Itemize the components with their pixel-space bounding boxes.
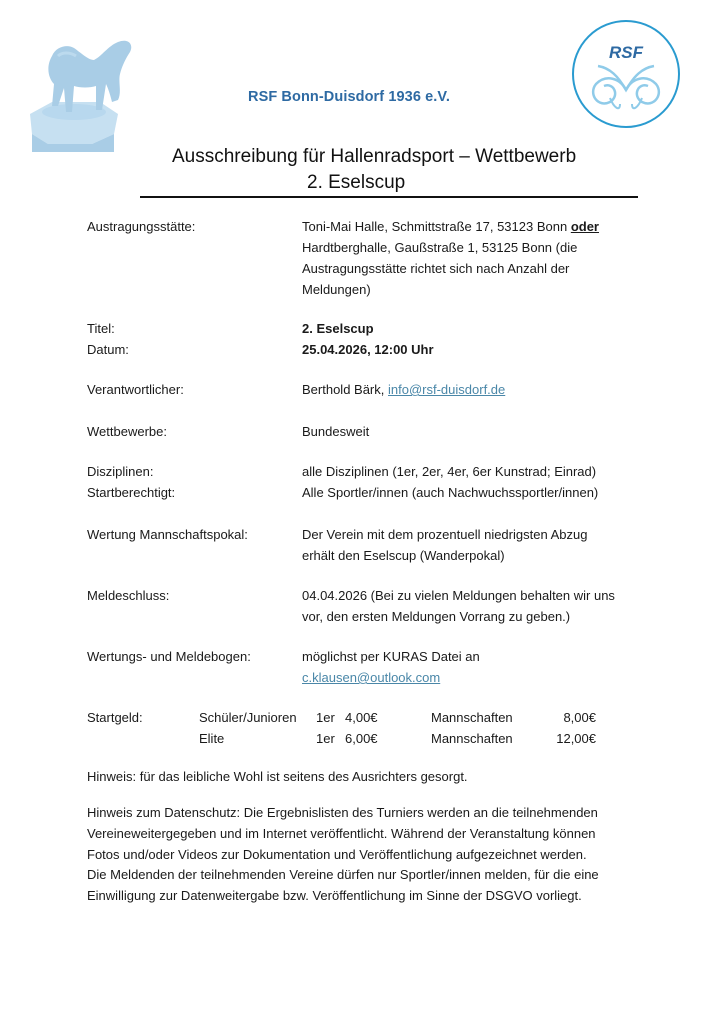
responsible-name: Berthold Bärk, [302,382,388,397]
fees-label: Startgeld: [87,710,143,725]
venue-value-line4: Meldungen) [302,282,371,297]
team-trophy-label: Wertung Mannschaftspokal: [87,527,248,542]
club-name: RSF Bonn-Duisdorf 1936 e.V. [248,89,450,105]
fee-row-2-category: Elite [199,731,225,746]
disciplines-value: alle Disziplinen (1er, 2er, 4er, 6er Kunstrad; Einrad) [302,464,597,479]
disciplines-label: Disziplinen: [87,464,154,479]
responsible-value [302,379,505,400]
fee-row-2-team-label: Mannschaften [431,731,513,746]
title-divider [140,196,638,198]
venue-value-line3: Austragungsstätte richtet sich nach Anzahl der [302,261,570,276]
deadline-line2: vor, den ersten Meldungen Vorrang zu geben.) [302,609,571,624]
fee-row-1-single: 1er [316,710,335,725]
privacy-notice [87,803,647,907]
fee-row-2-single: 1er [316,731,335,746]
responsible-email-link[interactable]: info@rsf-duisdorf.de [388,382,506,397]
donkey-trophy-image [22,26,137,152]
venue-value-line1 [302,216,599,237]
deadline-label: Meldeschluss: [87,588,170,603]
fee-row-1-single-fee: 4,00€ [345,710,378,725]
deadline-line1: 04.04.2026 (Bei zu vielen Meldungen behalten wir uns [302,588,615,603]
fee-row-1-team-fee: 8,00€ [563,710,596,725]
venue-value-line2: Hardtberghalle, Gaußstraße 1, 53125 Bonn (die [302,240,578,255]
forms-email-line [302,667,440,688]
forms-email-link[interactable]: c.klausen@outlook.com [302,670,441,685]
privacy-line: Fotos und/oder Videos zur Dokumentation und Veröffentlichung aufgezeichnet werden. [87,846,587,862]
eligible-label: Startberechtigt: [87,485,176,500]
date-label: Datum: [87,342,129,357]
forms-line1: möglichst per KURAS Datei an [302,649,480,664]
fee-row-1-category: Schüler/Junioren [199,710,297,725]
privacy-line: Hinweis zum Datenschutz: Die Ergebnislisten des Turniers werden an die teilnehmenden [87,805,598,820]
team-trophy-line2: erhält den Eselscup (Wanderpokal) [302,548,505,563]
fee-row-2-single-fee: 6,00€ [345,731,378,746]
team-trophy-line1: Der Verein mit dem prozentuell niedrigsten Abzug [302,527,588,542]
rsf-logo [570,18,682,130]
privacy-line: Einwilligung zur Datenweitergabe bzw. Veröffentlichung im Sinne der DSGVO vorliegt. [87,888,582,904]
catering-note: Hinweis: für das leibliche Wohl ist seitens des Ausrichters gesorgt. [87,769,468,784]
title-label: Titel: [87,321,115,336]
document-title: Ausschreibung für Hallenradsport – Wettbewerb [172,146,577,167]
eligible-value: Alle Sportler/innen (auch Nachwuchssportler/innen) [302,485,599,500]
venue-or: oder [570,219,599,234]
date-value: 25.04.2026, 12:00 Uhr [302,342,434,357]
title-value: 2. Eselscup [302,321,374,336]
fee-row-1-team-label: Mannschaften [431,710,513,725]
competitions-label: Wettbewerbe: [87,424,167,439]
privacy-line: Die Meldenden der teilnehmenden Vereine dürfen nur Sportler/innen melden, für die eine [87,867,599,883]
competitions-value: Bundesweit [302,424,370,439]
venue-label: Austragungsstätte: [87,219,196,234]
forms-label: Wertungs- und Meldebogen: [87,649,251,664]
document-subtitle: 2. Eselscup [307,172,406,193]
fee-row-2-team-fee: 12,00€ [556,731,596,746]
privacy-line: Vereineweitergegeben und im Internet veröffentlicht. Während der Veranstaltung können [87,825,596,841]
venue-primary: Toni-Mai Halle, Schmittstraße 17, 53123 Bonn [302,219,571,234]
logo-text: RSF [609,43,643,62]
responsible-label: Verantwortlicher: [87,382,184,397]
